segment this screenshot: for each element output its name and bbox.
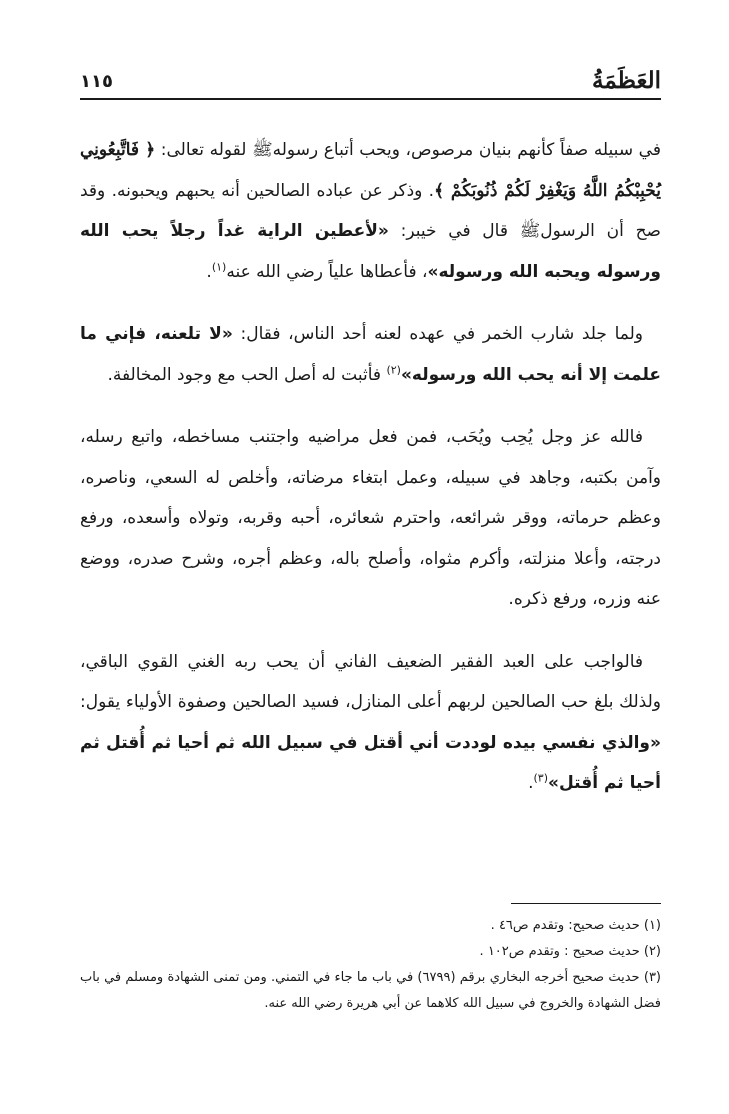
text-run: . [206, 261, 212, 282]
running-title: العَظَمَةُ [592, 67, 661, 94]
hadith-quote: «لأعطين الراية غداً رجلاً يحب الله ورسوله ويحبه الله ورسوله» [80, 221, 661, 282]
quran-verse: ﴿ فَاتَّبِعُونِي يُحْبِبْكُمُ اللَّهُ وَيَغْفِرْ لَكُمْ ذُنُوبَكُمْ ﴾ [80, 140, 662, 201]
paragraph-1 [80, 130, 661, 292]
paragraph-3: فالله عز وجل يُحِب ويُحَب، فمن فعل مراضيه واجتنب مساخطه، واتبع رسله، وآمن بكتبه، وجاهد في سبيله، وعمل ابتغاء مرضاته، وأخلص له السعي، وناصره، وعظم حرماته، ووقر شرائعه، واحترم شعائره، أحبه وقربه، وتولاه وأسعده، ورفع درجته، وأعلا منزلته، وأكرم مثواه، وأصلح باله، وعظم أجره، وشرح صدره، ووضع عنه وزره، ورفع ذكره. [80, 427, 661, 609]
text-run: . [528, 773, 534, 793]
hadith-quote: «لا تلعنه، فإني ما علمت إلا أنه يحب الله ورسوله» [80, 324, 661, 385]
text-run: . وذكر عن عباده الصالحين أنه يحبهم ويحبونه. وقد صح أن الرسولﷺ قال في خيبر: [80, 180, 661, 241]
page-body [80, 130, 661, 826]
footnote-separator [511, 903, 661, 904]
text-run: فأثبت له أصل الحب مع وجود المخالفة. [107, 364, 387, 385]
text-run: ، فأعطاها علياً رضي الله عنه [226, 261, 428, 282]
paragraph-4 [80, 642, 661, 804]
hadith-quote: «والذي نفسي بيده لوددت أني أقتل في سبيل الله ثم أحيا ثم أُقتل ثم أحيا ثم أُقتل» [80, 732, 661, 793]
footnote-ref-2: (٢) [386, 362, 401, 376]
page-header [80, 58, 661, 100]
footnotes [80, 913, 661, 1017]
text-run: في سبيله صفاً كأنهم بنيان مرصوص، ويحب أتباع رسولهﷺ لقوله تعالى: [155, 140, 661, 160]
footnote-ref-3: (٣) [533, 771, 548, 785]
footnote-1: (١) حديث صحيح: وتقدم ص٤٦ . [490, 918, 661, 933]
paragraph-2 [80, 314, 661, 395]
text-run: ولما جلد شارب الخمر في عهده لعنه أحد الناس، فقال: [232, 324, 643, 344]
text-run: فالواجب على العبد الفقير الضعيف الفاني أن يحب ربه الغني القوي الباقي، ولذلك بلغ حب الصالحين لربهم أعلى المنازل، فسيد الصالحين وصفوة الأولياء يقول: [80, 651, 661, 712]
page-number: ١١٥ [80, 71, 113, 92]
footnote-3: (٣) حديث صحيح أخرجه البخاري برقم (٦٧٩٩) في باب ما جاء في التمني. ومن تمنى الشهادة ومسلم في باب فضل الشهادة والخروج في سبيل الله كلاهما عن أبي هريرة رضي الله عنه. [80, 970, 661, 1011]
footnote-2: (٢) حديث صحيح : وتقدم ص١٠٢ . [479, 944, 661, 959]
footnote-ref-1: (١) [211, 259, 227, 273]
